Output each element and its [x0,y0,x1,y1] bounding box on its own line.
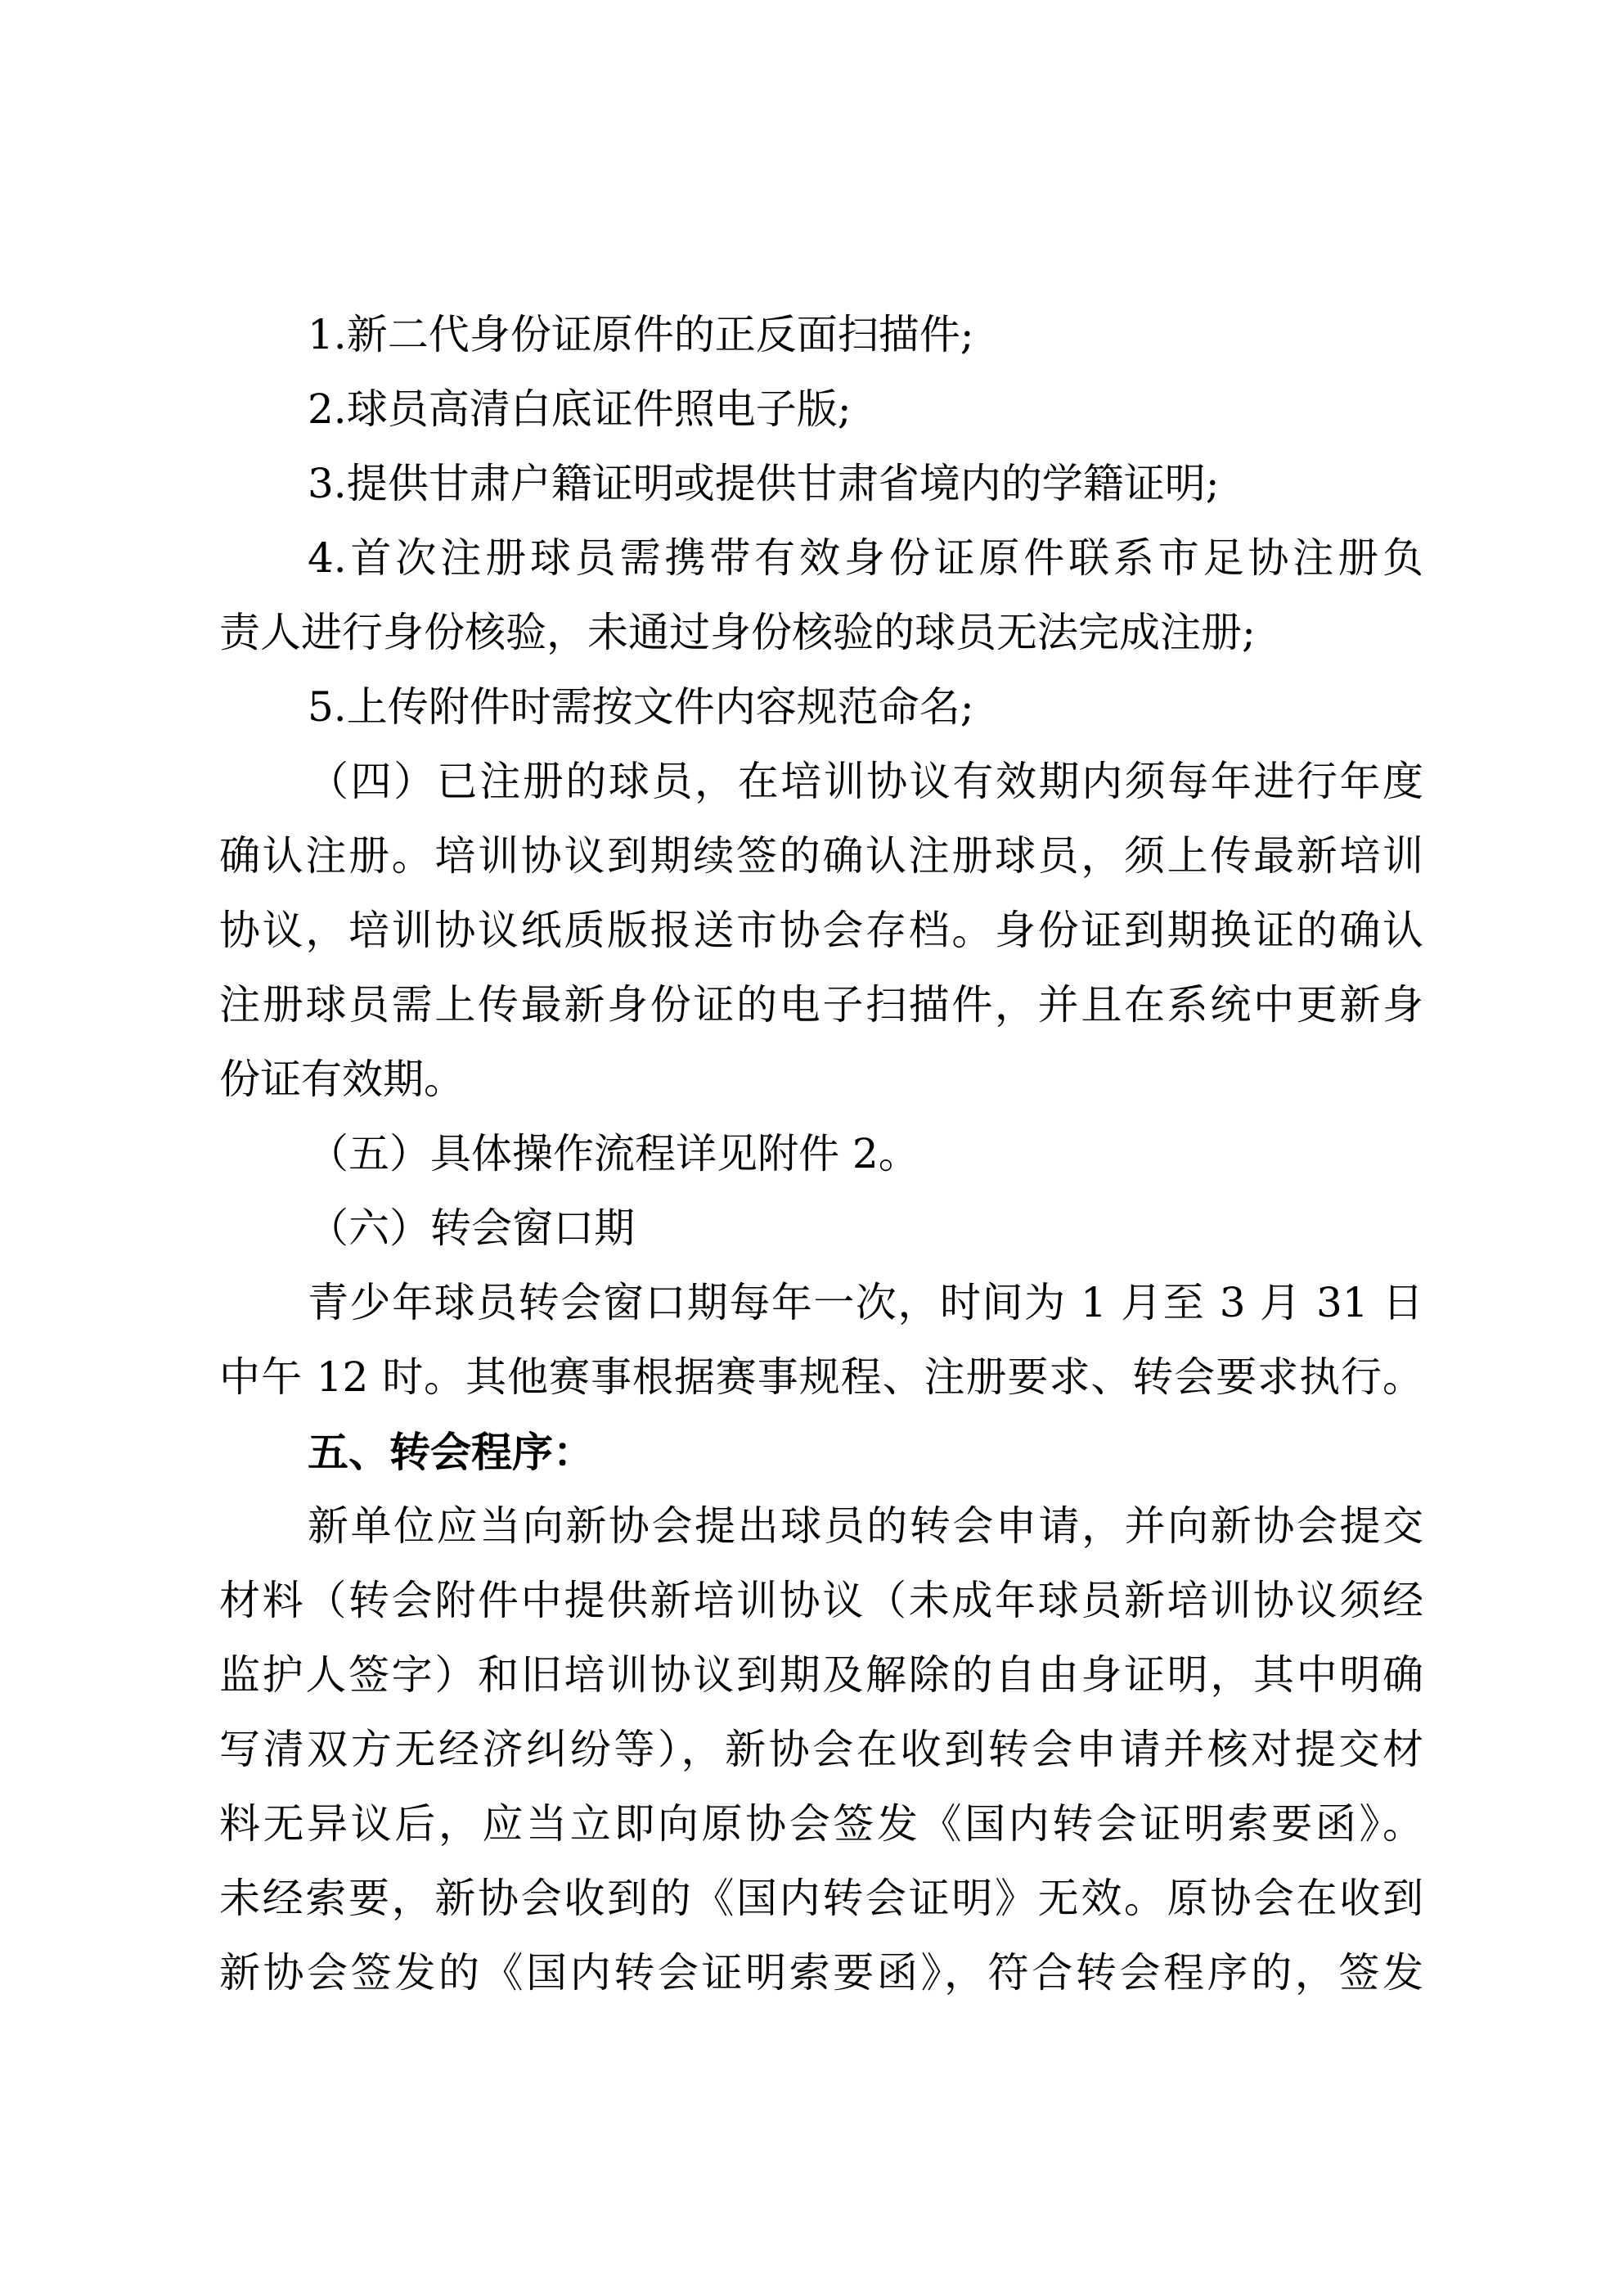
list-item-2: 2.球员高清白底证件照电子版; [308,385,852,433]
list-item-1: 1.新二代身份证原件的正反面扫描件; [308,311,974,358]
procedure-line-3: 监护人签字）和旧培训协议到期及解除的自由身证明，其中明确 [219,1651,1423,1699]
procedure-line-7: 新协会签发的《国内转会证明索要函》，符合转会程序的，签发 [219,1949,1423,1997]
procedure-line-6: 未经索要，新协会收到的《国内转会证明》无效。原协会在收到 [219,1875,1423,1922]
document-body [219,298,1423,2010]
section-5: （五）具体操作流程详见附件 2。 [308,1130,919,1177]
list-item-4-line-1: 4.首次注册球员需携带有效身份证原件联系市足协注册负 [308,534,1423,582]
section-4-line-1: （四）已注册的球员，在培训协议有效期内须每年进行年度 [308,758,1423,805]
transfer-window-line-2: 中午 12 时。其他赛事根据赛事规程、注册要求、转会要求执行。 [219,1353,1423,1401]
section-4-line-2: 确认注册。培训协议到期续签的确认注册球员，须上传最新培训 [219,832,1423,880]
list-item-4-line-2: 责人进行身份核验，未通过身份核验的球员无法完成注册; [219,609,1256,656]
transfer-window-line-1: 青少年球员转会窗口期每年一次，时间为 1 月至 3 月 31 日 [308,1279,1423,1326]
procedure-line-1: 新单位应当向新协会提出球员的转会申请，并向新协会提交 [308,1502,1423,1550]
procedure-line-2: 材料（转会附件中提供新培训协议（未成年球员新培训协议须经 [219,1577,1423,1624]
list-item-5: 5.上传附件时需按文件内容规范命名; [308,683,974,731]
section-4-line-5: 份证有效期。 [219,1056,465,1103]
procedure-line-5: 料无异议后，应当立即向原协会签发《国内转会证明索要函》。 [219,1800,1423,1848]
section-6-heading: （六）转会窗口期 [308,1204,635,1252]
procedure-line-4: 写清双方无经济纠纷等），新协会在收到转会申请并核对提交材 [219,1726,1423,1773]
section-4-line-4: 注册球员需上传最新身份证的电子扫描件，并且在系统中更新身 [219,981,1423,1029]
heading-transfer-procedure: 五、转会程序： [308,1428,594,1476]
list-item-3: 3.提供甘肃户籍证明或提供甘肃省境内的学籍证明; [308,460,1220,507]
section-4-line-3: 协议，培训协议纸质版报送市协会存档。身份证到期换证的确认 [219,907,1423,954]
